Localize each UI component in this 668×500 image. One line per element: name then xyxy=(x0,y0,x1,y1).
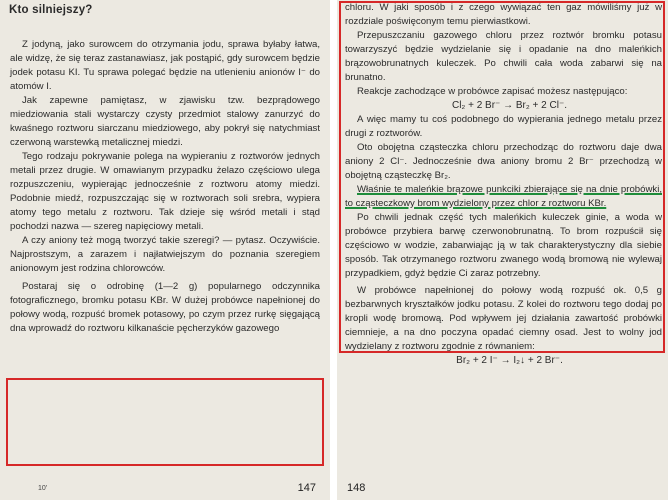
page-gutter xyxy=(330,0,337,500)
paragraph: A czy aniony też mogą tworzyć takie szeregi? — pytasz. Oczywiście. Najprostszym, a zarazem i najłatwiejszym do poznania szeregiem anionowym jest rodzina chlorowców. xyxy=(10,235,320,274)
chemical-equation: Br₂ + 2 I⁻ → I₂↓ + 2 Br⁻. xyxy=(456,355,563,366)
page-number-left: 147 xyxy=(297,482,316,494)
highlight-box-right xyxy=(339,1,665,353)
section-heading: Kto silniejszy? xyxy=(9,4,93,16)
paragraph: Po chwili jednak część tych maleńkich kuleczek ginie, a woda w probówce przybiera barwę czerwonobrunatną. To brom rozpuścił się częściowo w wodzie, zabarwiając ją w tak charakterystyczny dla siebie sposób. Tak otrzymanego roztworu zwanego wodą bromową nie wylewaj przypadkiem, gdyż będzie Ci zaraz potrzebny. xyxy=(345,212,662,279)
paragraph: Reakcje zachodzące w probówce zapisać możesz następująco: xyxy=(357,86,628,97)
paragraph: Tego rodzaju pokrywanie polega na wypieraniu z roztworów jednych metali przez drugie. W omawianym przypadku żelazo częściowo ulega rozpuszczeniu, wypierając jednocześnie z roztworu atomy miedzi. Podobnie miedź, rozpuszczając się w roztworach soli srebra, wypiera atomy tego metalu z roztworu. Tak dzieje się wśród metali i stąd pochodzi nazwa — szereg napięciowy metali. xyxy=(10,151,320,232)
left-page-body xyxy=(10,38,320,336)
paragraph: A więc mamy tu coś podobnego do wypierania jednego metalu przez drugi z roztworów. xyxy=(345,114,662,139)
footmark: 10' xyxy=(38,485,48,492)
paragraph: Jak zapewne pamiętasz, w zjawisku tzw. bezprądowego miedziowania stali wystarczy czysty przedmiot stalowy zanurzyć do kwaśnego roztworu siarczanu miedziowego, aby pokrył się natychmiast czerwoną warstewką metalicznej miedzi. xyxy=(10,95,320,148)
paragraph-highlighted: Postaraj się o odrobinę (1—2 g) popularnego odczynnika fotograficznego, bromku potasu KBr. W dużej probówce napełnionej do połowy wodą, rozpuść bromek potasowy, po czym przez rurkę sięgającą dna wprowadź do roztworu kilkanaście pęcherzyków gazowego xyxy=(10,281,320,334)
paragraph: Oto obojętna cząsteczka chloru przechodząc do roztworu daje dwa aniony 2 Cl⁻. Jednocześnie dwa aniony bromu 2 Br⁻ przechodzą w obojętną cząsteczkę Br₂. xyxy=(345,142,662,181)
paragraph: W probówce napełnionej do połowy wodą rozpuść ok. 0,5 g bezbarwnych kryształków jodku potasu. Z kolei do roztworu tego dodaj po kropli wodę bromową. Pod wpływem jej działania zawartość probówki ciemnieje, a na dno poczyna opadać ciemny osad. Jest to wolny jod wydzielany z roztworu zgodnie z równaniem: xyxy=(345,285,662,352)
highlight-box-left xyxy=(6,378,324,466)
left-page xyxy=(0,0,330,500)
paragraph-underlined: Właśnie te maleńkie brązowe punkciki zbierające się na dnie probówki, to cząsteczkowy brom wydzielony przez chlor z roztworu KBr. xyxy=(345,184,662,209)
right-page xyxy=(337,0,668,500)
page-number-right: 148 xyxy=(347,482,366,494)
paragraph: Z jodyną, jako surowcem do otrzymania jodu, sprawa byłaby łatwa, ale widzę, że się teraz zastanawiasz, jak postąpić, gdy surowcem będzie jodek potasu KI. Tu sprawa polegać będzie na utlenieniu anionów I⁻ do atomów I. xyxy=(10,39,320,92)
paragraph: chloru. W jaki sposób i z czego wywiązać ten gaz mówiliśmy już w rozdziale poświęconym temu pierwiastkowi. xyxy=(345,2,662,27)
paragraph: Przepuszczaniu gazowego chloru przez roztwór bromku potasu towarzyszyć będzie wydzielanie się i opadanie na dno maleńkich brązowobrunatnych kuleczek. Po chwili cała woda zabarwi się na brunatno. xyxy=(345,30,662,83)
chemical-equation: Cl₂ + 2 Br⁻ → Br₂ + 2 Cl⁻. xyxy=(451,100,567,111)
